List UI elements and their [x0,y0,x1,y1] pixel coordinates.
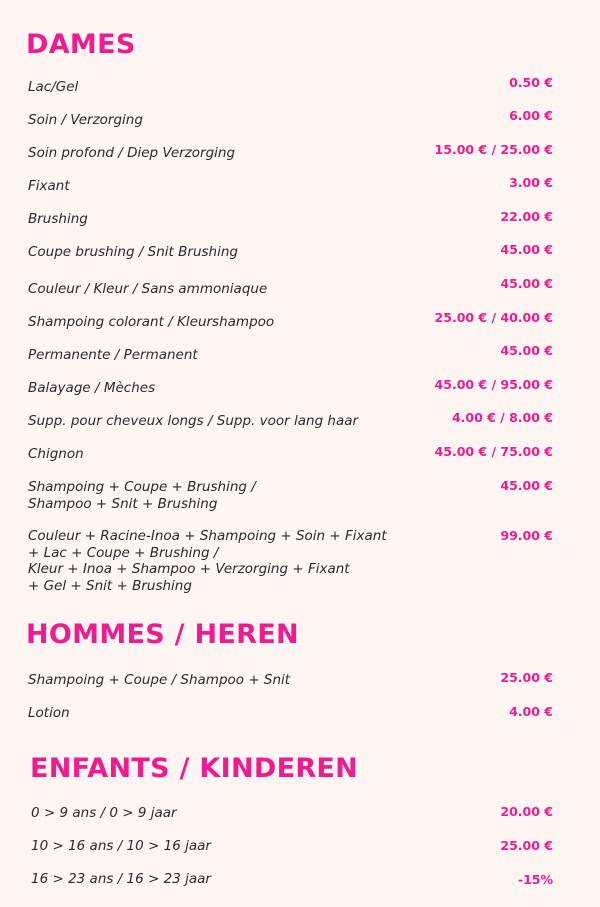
service-price-brushing: 22.00 € [500,209,553,224]
service-label-lotion: Lotion [28,705,70,721]
service-label-shampoing-colorant: Shampoing colorant / Kleurshampoo [28,314,275,330]
service-label-fixant: Fixant [28,178,70,194]
service-price-lotion: 4.00 € [509,704,553,719]
service-price-soin-profond: 15.00 € / 25.00 € [434,142,553,157]
service-price-hommes-shampoing-coupe: 25.00 € [500,670,553,685]
service-label-hommes-shampoing-coupe: Shampoing + Coupe / Shampoo + Snit [28,672,291,688]
service-price-soin: 6.00 € [509,108,553,123]
service-label-shampoing-coupe-brushing: Shampoing + Coupe + Brushing / Shampoo + Snit + Brushing [28,479,256,512]
service-price-lac-gel: 0.50 € [509,75,553,90]
service-price-fixant: 3.00 € [509,175,553,190]
service-label-brushing: Brushing [28,211,88,227]
service-price-coupe-brushing: 45.00 € [500,242,553,257]
service-label-couleur-full-package: Couleur + Racine-Inoa + Shampoing + Soin + Fixant + Lac + Coupe + Brushing / Kleur + Inoa + Shampoo + Verzorging + Fixant + Gel + Snit + Brushing [28,528,387,594]
service-label-enfants-0-9: 0 > 9 ans / 0 > 9 jaar [31,805,177,821]
service-price-shampoing-coupe-brushing: 45.00 € [500,478,553,493]
service-price-couleur-full-package: 99.00 € [500,528,553,543]
service-price-permanente: 45.00 € [500,343,553,358]
service-price-balayage: 45.00 € / 95.00 € [434,377,553,392]
service-price-couleur: 45.00 € [500,276,553,291]
service-label-coupe-brushing: Coupe brushing / Snit Brushing [28,244,238,260]
service-label-soin: Soin / Verzorging [28,112,143,128]
section-title-dames: DAMES [26,29,136,60]
section-title-enfants: ENFANTS / KINDEREN [30,753,359,784]
service-label-enfants-10-16: 10 > 16 ans / 10 > 16 jaar [31,838,211,854]
service-label-chignon: Chignon [28,446,84,462]
service-price-enfants-10-16: 25.00 € [500,838,553,853]
service-price-supp-cheveux-longs: 4.00 € / 8.00 € [451,410,553,425]
service-price-chignon: 45.00 € / 75.00 € [434,444,553,459]
service-label-lac-gel: Lac/Gel [28,79,79,95]
service-label-supp-cheveux-longs: Supp. pour cheveux longs / Supp. voor lang haar [28,413,359,429]
service-label-balayage: Balayage / Mèches [28,380,156,396]
service-label-soin-profond: Soin profond / Diep Verzorging [28,145,236,161]
service-price-enfants-16-23: -15% [517,872,553,887]
service-label-permanente: Permanente / Permanent [28,347,198,363]
service-label-enfants-16-23: 16 > 23 ans / 16 > 23 jaar [31,871,211,887]
service-price-shampoing-colorant: 25.00 € / 40.00 € [434,310,553,325]
service-label-couleur: Couleur / Kleur / Sans ammoniaque [28,281,268,297]
section-title-hommes: HOMMES / HEREN [26,619,299,650]
service-price-enfants-0-9: 20.00 € [500,804,553,819]
